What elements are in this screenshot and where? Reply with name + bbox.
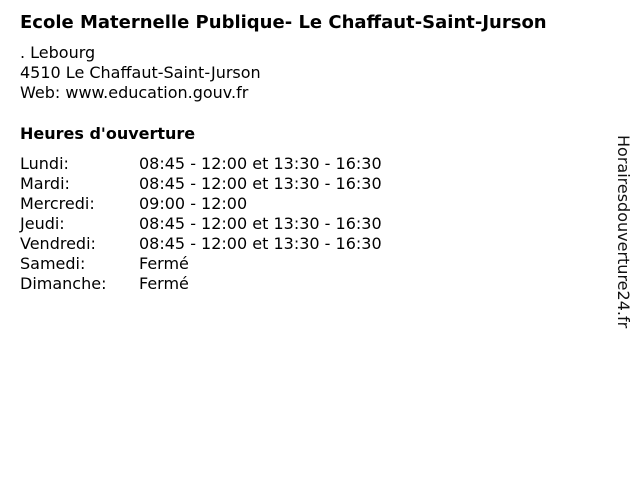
day-label: Dimanche:: [20, 274, 107, 293]
day-label: Jeudi:: [20, 214, 65, 233]
day-label: Vendredi:: [20, 234, 96, 253]
day-hours: Fermé: [139, 274, 189, 293]
day-hours: 08:45 - 12:00 et 13:30 - 16:30: [139, 214, 382, 233]
day-label: Samedi:: [20, 254, 86, 273]
day-label: Mercredi:: [20, 194, 95, 213]
site-watermark: [612, 135, 634, 375]
address-block: [20, 43, 261, 103]
day-label: Mardi:: [20, 174, 70, 193]
address-city: 4510 Le Chaffaut-Saint-Jurson: [20, 63, 261, 82]
day-hours: 08:45 - 12:00 et 13:30 - 16:30: [139, 234, 382, 253]
day-hours: 08:45 - 12:00 et 13:30 - 16:30: [139, 154, 382, 173]
day-label: Lundi:: [20, 154, 69, 173]
day-hours: 09:00 - 12:00: [139, 194, 248, 213]
day-hours: Fermé: [139, 254, 189, 273]
hours-heading: Heures d'ouverture: [20, 124, 196, 143]
day-hours: 08:45 - 12:00 et 13:30 - 16:30: [139, 174, 382, 193]
address-street: . Lebourg: [20, 43, 96, 62]
watermark-text: Horairesdouverture24.fr: [614, 135, 633, 329]
page-title: Ecole Maternelle Publique- Le Chaffaut-Saint-Jurson: [20, 12, 547, 33]
address-web: Web: www.education.gouv.fr: [20, 83, 249, 102]
